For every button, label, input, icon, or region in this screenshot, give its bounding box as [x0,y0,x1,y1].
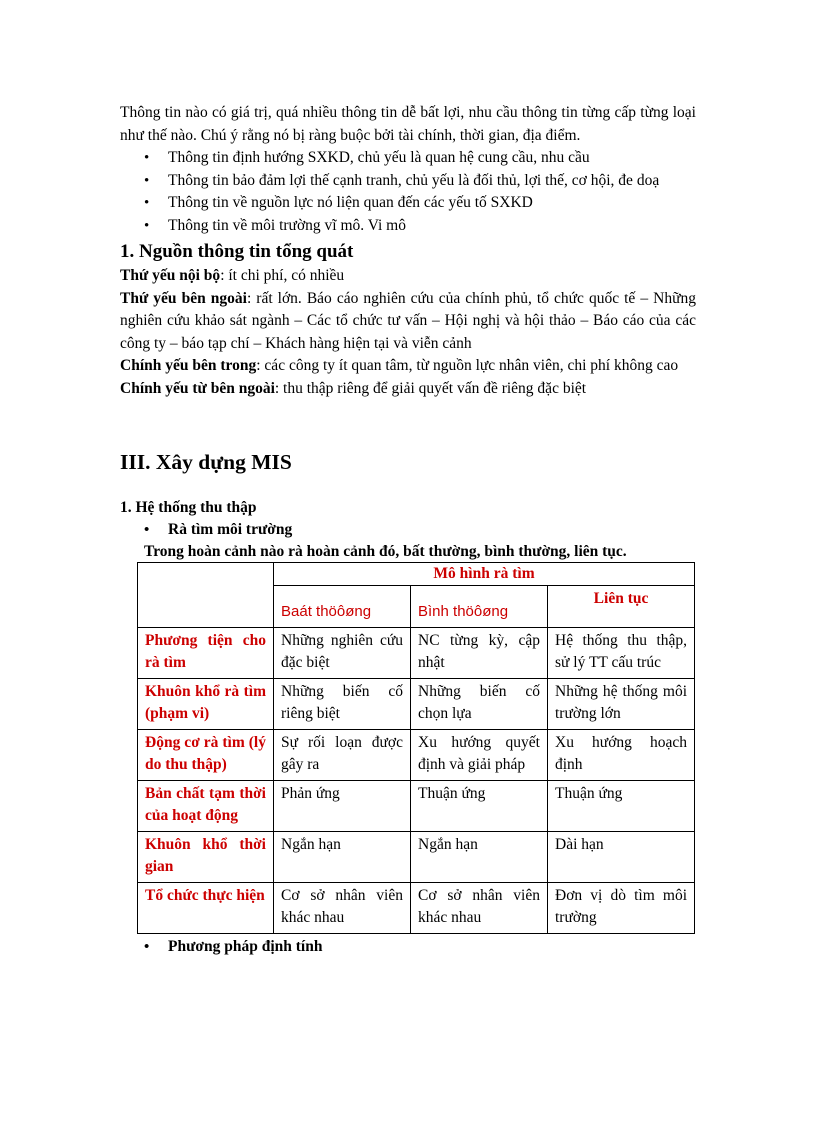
list-item: • Thông tin về môi trường vĩ mô. Vi mô [120,215,696,238]
source-text: : rất lớn. Báo cáo nghiên cứu của chính phủ, tổ chức quốc tế – Những nghiên cứu khảo sát ngành – Các tổ chức tư vấn – Hội nghị và hội thảo – Báo cáo của các công ty – báo tạp chí – Khách hàng hiện tại và viễn cảnh [120,289,696,352]
table-row [138,882,695,933]
table-corner-cell [138,562,274,627]
intro-paragraph: Thông tin nào có giá trị, quá nhiều thông tin dễ bất lợi, nhu cầu thông tin từng cấp từng loại như thế nào. Chú ý rằng nó bị ràng buộc bởi tài chính, thời gian, địa điểm. [120,104,696,144]
table-cell: Những hệ thống môi trường lớn [548,678,695,729]
source-item-thu-yeu-ben-ngoai [120,288,696,356]
row-label: Tổ chức thực hiện [138,882,274,933]
table-caption: Trong hoàn cảnh nào rà hoàn cảnh đó, bất thường, bình thường, liên tục. [144,542,627,560]
row-label: Khuôn khổ rà tìm (phạm vi) [138,678,274,729]
table-cell: Ngắn hạn [411,831,548,882]
table-cell: Cơ sở nhân viên khác nhau [411,882,548,933]
source-term: Chính yếu từ bên ngoài [120,379,275,397]
source-text: : các công ty ít quan tâm, từ nguồn lực nhân viên, chi phí không cao [256,357,679,374]
chapter-heading-xay-dung-mis: III. Xây dựng MIS [120,450,292,474]
table-cell: Những biến cố riêng biệt [274,678,411,729]
source-text: : thu thập riêng để giải quyết vấn đề riêng đặc biệt [274,379,587,397]
source-term: Thứ yếu bên ngoài [120,289,247,307]
table-cell: NC từng kỳ, cập nhật [411,627,548,678]
table-row [138,780,695,831]
table-cell: Xu hướng quyết định và giải pháp [411,729,548,780]
table-cell: Thuận ứng [548,780,695,831]
source-item-chinh-yeu-tu-ben-ngoai [120,378,696,401]
document-page [120,102,696,958]
source-item-chinh-yeu-ben-trong [120,355,696,378]
row-label: Phương tiện cho rà tìm [138,627,274,678]
source-text: : ít chi phí, có nhiều [220,267,345,284]
table-cell: Đơn vị dò tìm môi trường [548,882,695,933]
row-label: Khuôn khổ thời gian [138,831,274,882]
col-header-binh-thuong: Bình thöôøng [411,585,548,627]
table-cell: Thuận ứng [411,780,548,831]
section-heading-nguon-thong-tin: 1. Nguồn thông tin tổng quát [120,241,354,262]
row-label: Động cơ rà tìm (lý do thu thập) [138,729,274,780]
source-term: Chính yếu bên trong [120,357,257,374]
table-cell: Hệ thống thu thập, sử lý TT cấu trúc [548,627,695,678]
scan-model-table [137,562,695,934]
table-cell: Dài hạn [548,831,695,882]
list-item: • Thông tin định hướng SXKD, chủ yếu là quan hệ cung cầu, nhu cầu [120,147,696,170]
table-cell: Ngắn hạn [274,831,411,882]
sub-heading-he-thong-thu-thap: 1. Hệ thống thu thập [120,499,257,516]
table-row [138,678,695,729]
list-item: • Phương pháp định tính [120,936,696,959]
list-item: • Rà tìm môi trường [120,519,696,542]
group-header-mo-hinh-ra-tim: Mô hình rà tìm [274,562,695,585]
source-term: Thứ yếu nội bộ [120,267,221,284]
list-item: • Thông tin bảo đảm lợi thế cạnh tranh, chủ yếu là đối thủ, lợi thế, cơ hội, đe doạ [120,170,696,193]
bullet-dinh-tinh [120,936,696,959]
table-row [138,831,695,882]
list-item: • Thông tin về nguồn lực nó liện quan đến các yếu tố SXKD [120,192,696,215]
col-header-bat-thuong: Baát thöôøng [274,585,411,627]
col-header-lien-tuc: Liên tục [548,585,695,627]
table-cell: Sự rối loạn được gây ra [274,729,411,780]
table-cell: Phản ứng [274,780,411,831]
table-row [138,627,695,678]
table-cell: Những nghiên cứu đặc biệt [274,627,411,678]
bullet-ra-tim [120,519,696,542]
table-cell: Cơ sở nhân viên khác nhau [274,882,411,933]
table-header-row [138,562,695,585]
table-cell: Những biến cố chọn lựa [411,678,548,729]
table-row [138,729,695,780]
table-cell: Xu hướng hoạch định [548,729,695,780]
row-label: Bản chất tạm thời của hoạt động [138,780,274,831]
source-item-thu-yeu-noi-bo [120,265,696,288]
intro-bullet-list [120,147,696,237]
